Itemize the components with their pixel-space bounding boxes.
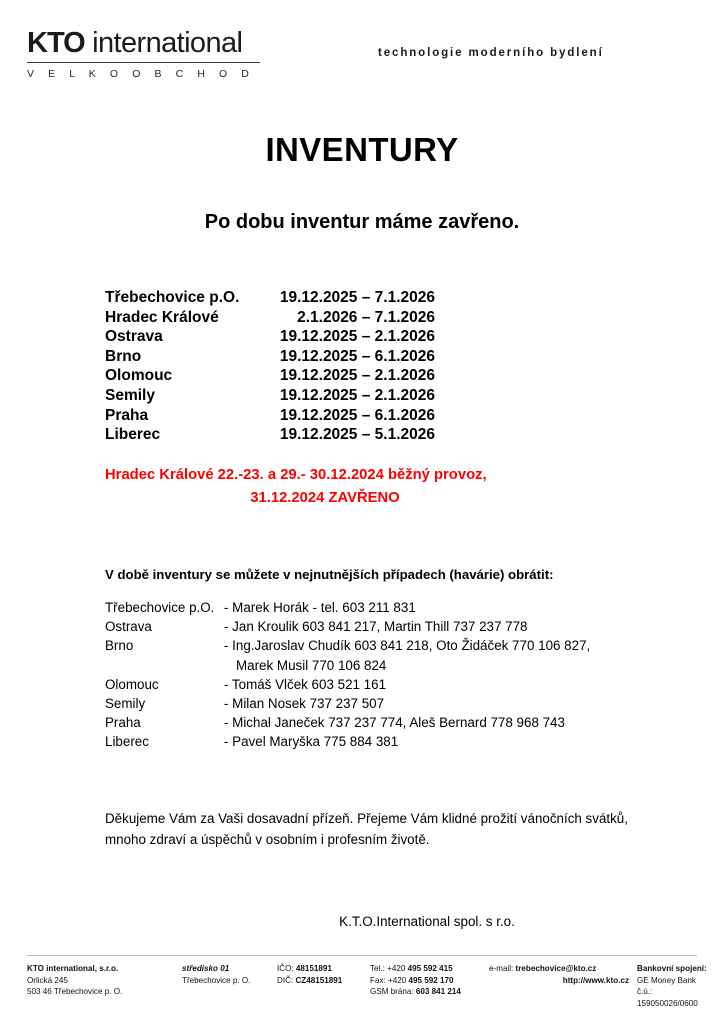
- contact-city: Liberec: [105, 734, 149, 750]
- closure-city: Třebechovice p.O.: [105, 289, 240, 306]
- closure-dates: 19.12.2025 – 7.1.2026: [279, 289, 435, 306]
- closure-schedule-table: [105, 288, 435, 445]
- footer-bank-name: GE Money Bank: [637, 975, 696, 985]
- contact-city: Brno: [105, 638, 134, 654]
- list-item: [105, 598, 665, 617]
- logo-subtitle: V E L K O O B C H O D: [27, 68, 255, 80]
- header-tagline: technologie moderního bydlení: [378, 47, 604, 59]
- list-item: [105, 675, 665, 694]
- contact-city: Olomouc: [105, 676, 159, 692]
- contact-detail: - Michal Janeček 737 237 774, Aleš Bernard 778 968 743: [224, 715, 565, 731]
- footer-company-city: 503 46 Třebechovice p. O.: [27, 987, 123, 997]
- footer-gsm-value: 603 841 214: [415, 987, 461, 997]
- table-row: [105, 288, 435, 308]
- closure-city: Brno: [105, 347, 142, 365]
- contact-detail: - Ing.Jaroslav Chudík 603 841 218, Oto Židáček 770 106 827,: [224, 638, 591, 654]
- footer-bank-block: [637, 963, 707, 1009]
- closure-city: Liberec: [105, 426, 161, 444]
- footer-phone-block: [370, 963, 461, 998]
- footer-company-street: Orlická 245: [27, 975, 68, 985]
- contact-detail: - Milan Nosek 737 237 507: [224, 696, 385, 712]
- footer-tel-label: Tel.: +420: [370, 964, 408, 973]
- table-row: [105, 347, 435, 367]
- logo-international-text: international: [84, 27, 243, 59]
- closure-dates: 19.12.2025 – 6.1.2026: [279, 347, 435, 365]
- footer-divider: [27, 955, 697, 956]
- notice-line-primary: Hradec Králové 22.-23. a 29.- 30.12.2024 běžný provoz,: [105, 467, 487, 483]
- footer-web-block: [489, 963, 629, 986]
- footer-fax-value: 495 592 170: [408, 975, 454, 985]
- closure-dates: 19.12.2025 – 5.1.2026: [279, 426, 435, 444]
- logo-wordmark: [27, 27, 262, 60]
- contact-detail: - Pavel Maryška 775 884 381: [224, 734, 399, 750]
- company-logo: [27, 27, 262, 80]
- table-row: [105, 406, 435, 426]
- footer-company-block: [27, 963, 122, 998]
- closure-city: Hradec Králové: [105, 308, 219, 326]
- contact-city: Praha: [105, 715, 141, 731]
- closure-city: Praha: [105, 406, 149, 424]
- footer-bank-account: č.ú.: 159050026/0600: [637, 987, 698, 1008]
- list-item: [105, 617, 665, 636]
- logo-kto-text: KTO: [27, 27, 85, 59]
- footer-dic-row: [277, 975, 342, 987]
- closure-dates: 19.12.2025 – 2.1.2026: [279, 328, 435, 346]
- emergency-contacts-list: [105, 598, 665, 752]
- closing-paragraph: Děkujeme Vám za Vaši dosavadní přízeň. Přejeme Vám klidné prožití vánočních svátků, mnoho zdraví a úspěchů v osobním i profesním životě.: [105, 811, 628, 847]
- contact-detail: - Jan Kroulik 603 841 217, Martin Thill 737 237 778: [224, 619, 528, 635]
- page-subtitle: Po dobu inventur máme zavřeno.: [204, 211, 520, 233]
- contact-detail: - Tomáš Vlček 603 521 161: [224, 676, 387, 692]
- list-item: [105, 636, 665, 674]
- closure-city: Olomouc: [105, 367, 173, 385]
- footer-branch-city: Třebechovice p. O.: [182, 975, 251, 985]
- footer-ico-row: [277, 963, 342, 975]
- table-row: [105, 327, 435, 347]
- footer-branch-label: středisko 01: [182, 964, 230, 973]
- footer-fax-row: [370, 975, 461, 987]
- closure-dates: 19.12.2025 – 2.1.2026: [279, 367, 435, 385]
- footer-email-label: e-mail:: [489, 964, 516, 973]
- footer-tel-value: 495 592 415: [407, 964, 453, 973]
- table-row: [105, 425, 435, 445]
- footer-company-name: KTO international, s.r.o.: [27, 964, 119, 973]
- closure-dates: 19.12.2025 – 2.1.2026: [279, 386, 435, 404]
- contact-city: Semily: [105, 696, 146, 712]
- footer-ico-label: IČO:: [277, 964, 296, 973]
- contact-detail: - Marek Horák - tel. 603 211 831: [224, 600, 416, 615]
- footer-gsm-row: [370, 986, 461, 998]
- footer-bank-label: Bankovní spojení:: [637, 964, 707, 973]
- table-row: [105, 386, 435, 406]
- footer-tel-row: [370, 963, 461, 975]
- footer-ico-value: 48151891: [295, 964, 332, 973]
- closure-city: Ostrava: [105, 328, 163, 346]
- footer-website-link[interactable]: http://www.kto.cz: [562, 975, 629, 985]
- list-item: [105, 694, 665, 713]
- signature-line: K.T.O.International spol. s r.o.: [339, 914, 515, 929]
- footer-email-value[interactable]: trebechovice@kto.cz: [515, 964, 597, 973]
- closure-city: Semily: [105, 386, 155, 404]
- notice-line-secondary: 31.12.2024 ZAVŘENO: [250, 490, 400, 506]
- table-row: [105, 366, 435, 386]
- footer-email-row: [489, 963, 629, 975]
- special-notice: [105, 464, 575, 510]
- footer-gsm-label: GSM brána:: [370, 987, 416, 997]
- page-title: INVENTURY: [265, 131, 459, 168]
- closure-dates: 19.12.2025 – 6.1.2026: [279, 406, 435, 424]
- closure-dates: 2.1.2026 – 7.1.2026: [297, 308, 435, 326]
- footer-tax-block: [277, 963, 342, 986]
- contacts-heading: V době inventury se můžete v nejnutnějších případech (havárie) obrátit:: [105, 567, 554, 582]
- contact-city: Třebechovice p.O.: [105, 600, 215, 615]
- list-item: [105, 732, 665, 751]
- footer-dic-label: DIČ:: [277, 975, 296, 985]
- contact-detail-continued: Marek Musil 770 106 824: [236, 657, 387, 673]
- page-header: [0, 0, 724, 100]
- table-row: [105, 308, 435, 328]
- list-item: [105, 713, 665, 732]
- footer-fax-label: Fax: +420: [370, 975, 409, 985]
- contact-city: Ostrava: [105, 619, 152, 635]
- footer-dic-value: CZ48151891: [295, 975, 343, 985]
- footer-branch-block: [182, 963, 250, 986]
- logo-divider: [27, 62, 260, 63]
